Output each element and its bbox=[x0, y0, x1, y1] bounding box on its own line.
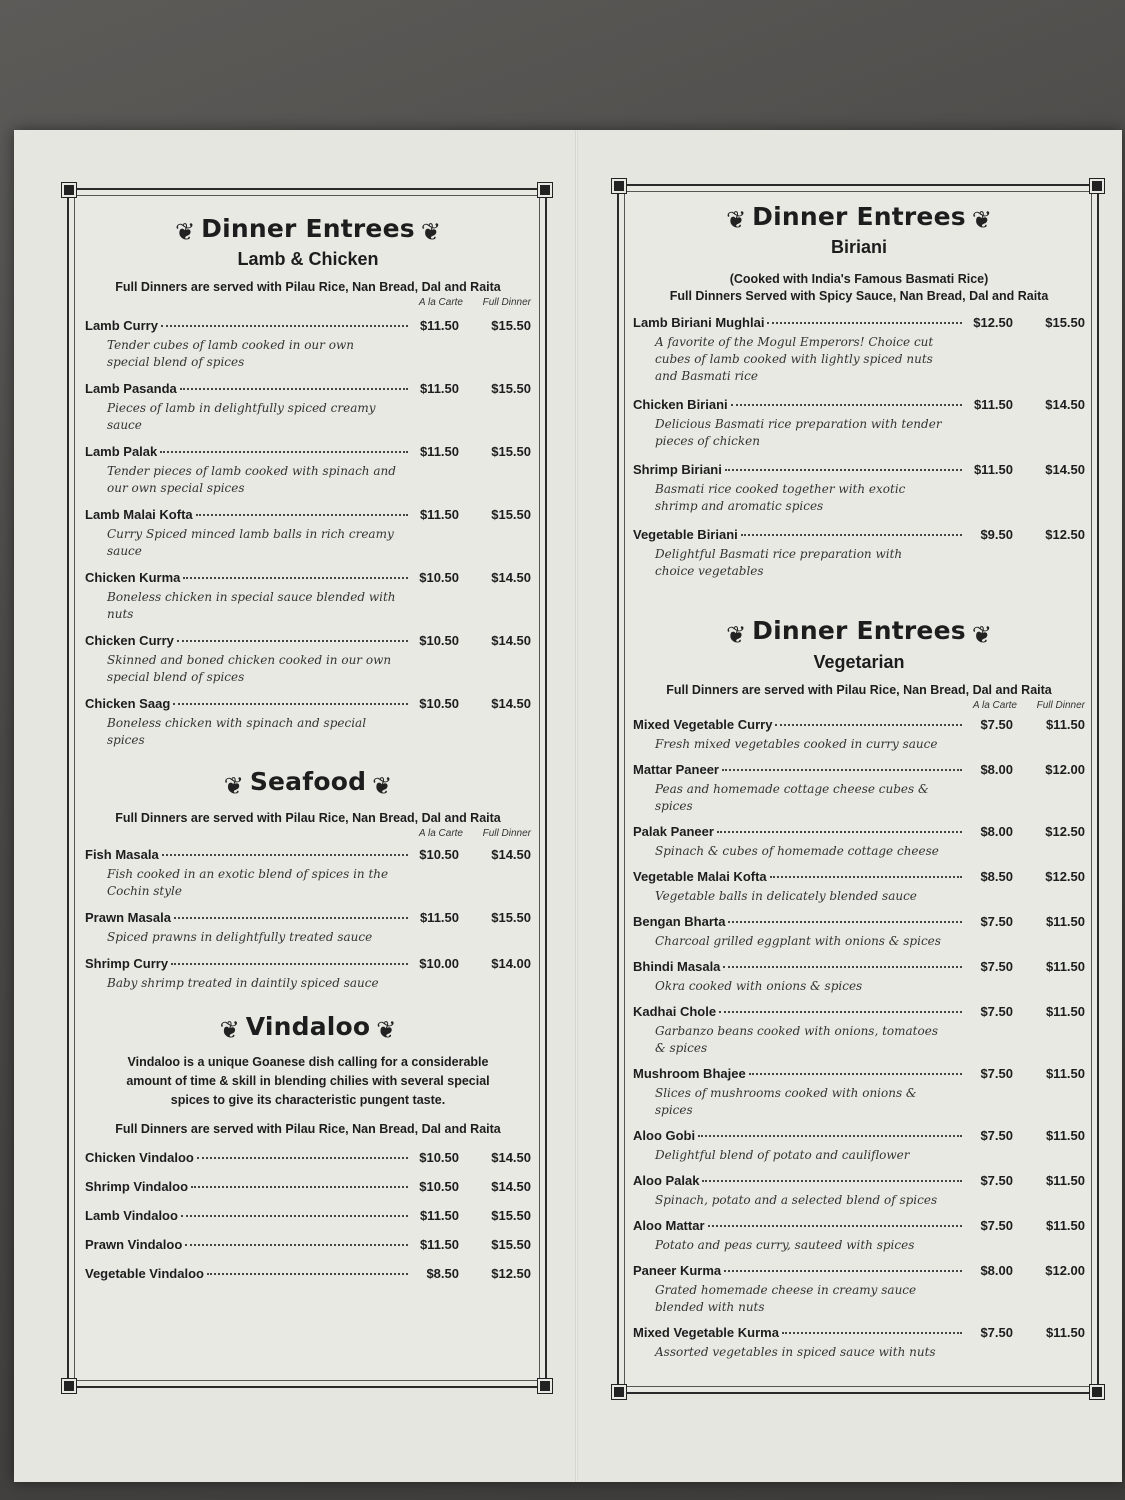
menu-item-description: A favorite of the Mogul Emperors! Choice cut cubes of lamb cooked with lightly spiced nuts and Basmati rice bbox=[655, 335, 934, 384]
menu-item bbox=[633, 1128, 1085, 1164]
corner-square-icon bbox=[1090, 179, 1104, 193]
menu-item bbox=[633, 762, 1085, 815]
dot-leader bbox=[181, 1215, 408, 1217]
a-la-carte-price: $10.50 bbox=[419, 633, 459, 649]
serving-note: Full Dinners Served with Spicy Sauce, Nan Bread, Dal and Raita bbox=[669, 289, 1049, 304]
menu-item-description: Delightful Basmati rice preparation with choice vegetables bbox=[655, 547, 903, 579]
dot-leader bbox=[767, 322, 962, 324]
full-dinner-price: $11.50 bbox=[1045, 1127, 1085, 1143]
menu-item-description: Potato and peas curry, sauteed with spices bbox=[655, 1237, 915, 1252]
menu-item-name: Chicken Kurma bbox=[85, 570, 181, 586]
menu-fold bbox=[575, 130, 578, 1482]
menu-item bbox=[633, 1263, 1085, 1316]
full-dinner-price: $15.50 bbox=[491, 1236, 531, 1252]
a-la-carte-price: $8.50 bbox=[980, 868, 1013, 884]
dot-leader bbox=[174, 917, 408, 919]
dot-leader bbox=[770, 876, 962, 878]
menu-item-name: Aloo Gobi bbox=[633, 1127, 696, 1143]
menu-item bbox=[633, 1173, 1085, 1209]
a-la-carte-price: $11.50 bbox=[419, 318, 459, 334]
section-title: Vindaloo bbox=[245, 1011, 371, 1041]
rice-note: (Cooked with India's Famous Basmati Rice) bbox=[729, 272, 989, 287]
a-la-carte-price: $11.50 bbox=[419, 1207, 459, 1223]
menu-item-name: Shrimp Biriani bbox=[633, 462, 722, 478]
menu-item-description: Curry Spiced minced lamb balls in rich creamy sauce bbox=[107, 527, 394, 559]
full-dinner-header: Full Dinner bbox=[482, 827, 531, 839]
a-la-carte-price: $8.00 bbox=[980, 823, 1013, 839]
full-dinner-price: $15.50 bbox=[491, 507, 531, 523]
menu-item-description: Okra cooked with onions & spices bbox=[655, 978, 863, 993]
leaf-sprig-icon: ❦ bbox=[376, 1016, 397, 1044]
menu-item-row bbox=[633, 1263, 1085, 1278]
dot-leader bbox=[717, 831, 962, 833]
menu-item-row bbox=[85, 570, 531, 585]
a-la-carte-price: $7.50 bbox=[980, 1065, 1013, 1081]
leaf-sprig-icon: ❦ bbox=[726, 621, 747, 649]
menu-item-name: Bhindi Masala bbox=[633, 958, 721, 974]
menu-item-row bbox=[85, 1266, 531, 1281]
menu-item-row bbox=[633, 959, 1085, 974]
dot-leader bbox=[161, 325, 408, 327]
menu-item-description: Spinach, potato and a selected blend of spices bbox=[655, 1192, 938, 1207]
menu-item-name: Aloo Palak bbox=[633, 1172, 700, 1188]
dot-leader bbox=[724, 1270, 962, 1272]
dot-leader bbox=[728, 921, 962, 923]
full-dinner-price: $14.50 bbox=[491, 1149, 531, 1165]
menu-item-row bbox=[85, 1179, 531, 1194]
dot-leader bbox=[196, 514, 408, 516]
leaf-sprig-icon: ❦ bbox=[223, 772, 244, 800]
a-la-carte-price: $7.50 bbox=[980, 1217, 1013, 1233]
menu-item-row bbox=[85, 956, 531, 971]
full-dinner-price: $12.50 bbox=[1045, 527, 1085, 543]
menu-item-row bbox=[633, 1066, 1085, 1081]
right-panel bbox=[617, 184, 1099, 1394]
menu-item-name: Chicken Vindaloo bbox=[85, 1149, 194, 1165]
menu-item bbox=[85, 910, 531, 946]
menu-item bbox=[633, 462, 1085, 515]
menu-item-row bbox=[85, 847, 531, 862]
menu-item-description: Grated homemade cheese in creamy sauce blended with nuts bbox=[655, 1282, 917, 1314]
leaf-sprig-icon: ❦ bbox=[219, 1016, 240, 1044]
menu-item-description: Vegetable balls in delicately blended sauce bbox=[655, 888, 917, 903]
menu-item-name: Kadhai Chole bbox=[633, 1003, 717, 1019]
menu-item-row bbox=[85, 1208, 531, 1223]
leaf-sprig-icon: ❦ bbox=[175, 219, 196, 247]
leaf-sprig-icon: ❦ bbox=[420, 219, 441, 247]
a-la-carte-price: $7.50 bbox=[980, 1172, 1013, 1188]
menu-item-description: Spinach & cubes of homemade cottage cheese bbox=[655, 843, 939, 858]
a-la-carte-price: $7.50 bbox=[980, 913, 1013, 929]
menu-item-name: Shrimp Vindaloo bbox=[85, 1178, 189, 1194]
full-dinner-price: $11.50 bbox=[1045, 716, 1085, 732]
menu-item-name: Mixed Vegetable Kurma bbox=[633, 1324, 779, 1340]
full-dinner-price: $14.50 bbox=[491, 1178, 531, 1194]
price-column-headers bbox=[85, 297, 531, 308]
menu-item bbox=[85, 633, 531, 686]
a-la-carte-header: A la Carte bbox=[972, 699, 1017, 711]
leaf-sprig-icon: ❦ bbox=[971, 207, 992, 235]
menu-item-row bbox=[633, 1004, 1085, 1019]
a-la-carte-price: $10.50 bbox=[419, 846, 459, 862]
menu-item bbox=[633, 1066, 1085, 1119]
full-dinner-price: $11.50 bbox=[1045, 1217, 1085, 1233]
menu-item-row bbox=[85, 444, 531, 459]
dot-leader bbox=[782, 1332, 962, 1334]
a-la-carte-price: $10.00 bbox=[419, 955, 459, 971]
menu-item-row bbox=[633, 717, 1085, 732]
menu-item bbox=[85, 570, 531, 623]
a-la-carte-header: A la Carte bbox=[418, 827, 463, 839]
menu-item-name: Prawn Vindaloo bbox=[85, 1236, 183, 1252]
menu-item bbox=[633, 527, 1085, 580]
full-dinner-price: $11.50 bbox=[1045, 1172, 1085, 1188]
menu-item-description: Assorted vegetables in spiced sauce with nuts bbox=[655, 1344, 936, 1359]
full-dinner-price: $15.50 bbox=[491, 909, 531, 925]
menu-item-row bbox=[633, 1128, 1085, 1143]
menu-item-description: Garbanzo beans cooked with onions, tomatoes & spices bbox=[655, 1023, 938, 1055]
dot-leader bbox=[725, 469, 962, 471]
biriani-list bbox=[633, 315, 1085, 580]
menu-item-description: Baby shrimp treated in daintily spiced sauce bbox=[107, 975, 379, 990]
full-dinner-price: $15.50 bbox=[491, 444, 531, 460]
dot-leader bbox=[173, 703, 408, 705]
a-la-carte-price: $8.00 bbox=[980, 761, 1013, 777]
menu-item-name: Fish Masala bbox=[85, 846, 159, 862]
left-content bbox=[85, 214, 531, 1281]
menu-item-name: Vegetable Vindaloo bbox=[85, 1265, 204, 1281]
section-subtitle: Lamb & Chicken bbox=[237, 249, 379, 270]
menu-item-row bbox=[85, 633, 531, 648]
full-dinner-price: $14.50 bbox=[1045, 462, 1085, 478]
menu-item-name: Vegetable Biriani bbox=[633, 527, 738, 543]
section-subtitle: Biriani bbox=[830, 237, 887, 258]
full-dinner-price: $12.00 bbox=[1045, 761, 1085, 777]
menu-item bbox=[85, 1266, 531, 1281]
menu-item-row bbox=[85, 507, 531, 522]
dot-leader bbox=[185, 1244, 408, 1246]
menu-item-description: Delightful blend of potato and cauliflower bbox=[655, 1147, 910, 1162]
price-column-headers bbox=[85, 828, 531, 839]
a-la-carte-price: $10.50 bbox=[419, 1178, 459, 1194]
menu-item-name: Lamb Biriani Mughlai bbox=[633, 315, 765, 331]
a-la-carte-price: $8.50 bbox=[426, 1265, 459, 1281]
seafood-header bbox=[85, 767, 531, 800]
a-la-carte-price: $11.50 bbox=[973, 397, 1013, 413]
full-dinner-price: $11.50 bbox=[1045, 1003, 1085, 1019]
menu-item-description: Spiced prawns in delightfully treated sauce bbox=[107, 929, 373, 944]
dot-leader bbox=[702, 1180, 962, 1182]
dot-leader bbox=[160, 451, 408, 453]
serving-note: Full Dinners are served with Pilau Rice, Nan Bread, Dal and Raita bbox=[115, 1121, 501, 1136]
menu-item bbox=[633, 397, 1085, 450]
leaf-sprig-icon: ❦ bbox=[971, 621, 992, 649]
corner-square-icon bbox=[62, 183, 76, 197]
menu-item-row bbox=[633, 1218, 1085, 1233]
menu-item-description: Delicious Basmati rice preparation with tender pieces of chicken bbox=[655, 417, 942, 449]
menu-item-row bbox=[633, 762, 1085, 777]
menu-item-description: Boneless chicken with spinach and special spices bbox=[107, 716, 367, 748]
menu-item-name: Palak Paneer bbox=[633, 823, 714, 839]
full-dinner-price: $14.00 bbox=[491, 955, 531, 971]
a-la-carte-price: $7.50 bbox=[980, 958, 1013, 974]
corner-square-icon bbox=[1090, 1385, 1104, 1399]
vindaloo-description: Vindaloo is a unique Goanese dish calling for a considerable amount of time & skill in blending chilies with several special spices to give its characteristic pungent taste. bbox=[126, 1054, 490, 1107]
menu-item bbox=[633, 869, 1085, 905]
corner-square-icon bbox=[538, 183, 552, 197]
dot-leader bbox=[741, 534, 962, 536]
a-la-carte-price: $11.50 bbox=[973, 462, 1013, 478]
full-dinner-price: $11.50 bbox=[1045, 958, 1085, 974]
vindaloo-list bbox=[85, 1150, 531, 1281]
section-title: Dinner Entrees bbox=[752, 202, 966, 231]
price-column-headers bbox=[633, 700, 1085, 711]
full-dinner-price: $14.50 bbox=[491, 633, 531, 649]
section-title: Dinner Entrees bbox=[752, 616, 966, 646]
dot-leader bbox=[197, 1157, 408, 1159]
menu-item bbox=[85, 696, 531, 749]
a-la-carte-price: $11.50 bbox=[419, 1236, 459, 1252]
menu-item bbox=[633, 1325, 1085, 1361]
a-la-carte-price: $9.50 bbox=[980, 527, 1013, 543]
a-la-carte-price: $7.50 bbox=[980, 716, 1013, 732]
full-dinner-price: $11.50 bbox=[1045, 1065, 1085, 1081]
menu-item bbox=[85, 1150, 531, 1165]
menu-item-row bbox=[633, 869, 1085, 884]
menu-item-row bbox=[85, 1237, 531, 1252]
menu-item bbox=[633, 1004, 1085, 1057]
menu-item-name: Chicken Saag bbox=[85, 696, 171, 712]
menu-item-row bbox=[85, 1150, 531, 1165]
menu-item-row bbox=[633, 315, 1085, 330]
menu-item bbox=[85, 1237, 531, 1252]
menu-item bbox=[85, 847, 531, 900]
serving-note: Full Dinners are served with Pilau Rice, Nan Bread, Dal and Raita bbox=[115, 280, 501, 295]
left-panel bbox=[67, 188, 547, 1388]
menu-item-name: Mattar Paneer bbox=[633, 761, 719, 777]
a-la-carte-price: $11.50 bbox=[419, 381, 459, 397]
menu-item-row bbox=[633, 824, 1085, 839]
corner-square-icon bbox=[62, 1379, 76, 1393]
full-dinner-price: $14.50 bbox=[491, 846, 531, 862]
full-dinner-price: $12.00 bbox=[1045, 1262, 1085, 1278]
dot-leader bbox=[177, 640, 408, 642]
menu-item bbox=[633, 1218, 1085, 1254]
right-content bbox=[633, 202, 1085, 1361]
corner-square-icon bbox=[612, 179, 626, 193]
a-la-carte-price: $10.50 bbox=[419, 1149, 459, 1165]
dot-leader bbox=[749, 1073, 962, 1075]
a-la-carte-price: $7.50 bbox=[980, 1127, 1013, 1143]
menu-item-name: Shrimp Curry bbox=[85, 955, 169, 971]
menu-item-description: Tender cubes of lamb cooked in our own special blend of spices bbox=[107, 338, 354, 370]
full-dinner-header: Full Dinner bbox=[482, 297, 531, 309]
dot-leader bbox=[708, 1225, 963, 1227]
full-dinner-price: $11.50 bbox=[1045, 1324, 1085, 1340]
a-la-carte-price: $11.50 bbox=[419, 444, 459, 460]
a-la-carte-price: $12.50 bbox=[973, 315, 1013, 331]
a-la-carte-price: $10.50 bbox=[419, 570, 459, 586]
vindaloo-header bbox=[85, 1012, 531, 1045]
menu-item bbox=[633, 824, 1085, 860]
menu-item-name: Bengan Bharta bbox=[633, 913, 726, 929]
menu-item bbox=[85, 1179, 531, 1194]
dot-leader bbox=[775, 724, 962, 726]
leaf-sprig-icon: ❦ bbox=[372, 772, 393, 800]
a-la-carte-price: $8.00 bbox=[980, 1262, 1013, 1278]
menu-item bbox=[85, 956, 531, 992]
dot-leader bbox=[207, 1273, 408, 1275]
full-dinner-price: $14.50 bbox=[491, 570, 531, 586]
menu-item-name: Chicken Biriani bbox=[633, 397, 728, 413]
menu-item-name: Lamb Palak bbox=[85, 444, 158, 460]
dot-leader bbox=[719, 1011, 962, 1013]
menu-item-name: Lamb Vindaloo bbox=[85, 1207, 178, 1223]
menu-item-description: Pieces of lamb in delightfully spiced creamy sauce bbox=[107, 401, 376, 433]
menu-item-name: Lamb Pasanda bbox=[85, 381, 177, 397]
a-la-carte-price: $7.50 bbox=[980, 1324, 1013, 1340]
serving-note: Full Dinners are served with Pilau Rice, Nan Bread, Dal and Raita bbox=[666, 682, 1052, 697]
full-dinner-price: $12.50 bbox=[491, 1265, 531, 1281]
menu-item bbox=[85, 1208, 531, 1223]
menu-item-row bbox=[85, 318, 531, 333]
leaf-sprig-icon: ❦ bbox=[726, 207, 747, 235]
full-dinner-price: $11.50 bbox=[1045, 913, 1085, 929]
vegetarian-header bbox=[633, 616, 1085, 672]
menu-item-row bbox=[633, 397, 1085, 412]
menu-item bbox=[85, 507, 531, 560]
menu-item-description: Boneless chicken in special sauce blended with nuts bbox=[107, 590, 396, 622]
dot-leader bbox=[731, 404, 962, 406]
full-dinner-price: $14.50 bbox=[1045, 397, 1085, 413]
menu-item-row bbox=[633, 527, 1085, 542]
full-dinner-price: $15.50 bbox=[491, 381, 531, 397]
menu-item-name: Paneer Kurma bbox=[633, 1262, 722, 1278]
menu-item-row bbox=[633, 914, 1085, 929]
dot-leader bbox=[722, 769, 962, 771]
menu-item-name: Vegetable Malai Kofta bbox=[633, 868, 767, 884]
serving-note: Full Dinners are served with Pilau Rice, Nan Bread, Dal and Raita bbox=[115, 810, 501, 825]
full-dinner-header: Full Dinner bbox=[1036, 699, 1085, 711]
dot-leader bbox=[162, 854, 408, 856]
menu-item-name: Chicken Curry bbox=[85, 633, 174, 649]
menu-item bbox=[633, 315, 1085, 385]
dot-leader bbox=[698, 1135, 962, 1137]
full-dinner-price: $15.50 bbox=[491, 1207, 531, 1223]
biriani-header bbox=[633, 202, 1085, 258]
dot-leader bbox=[723, 966, 962, 968]
menu-item-name: Mushroom Bhajee bbox=[633, 1065, 746, 1081]
menu-item-name: Lamb Malai Kofta bbox=[85, 507, 193, 523]
menu-item-row bbox=[633, 462, 1085, 477]
menu-item bbox=[85, 444, 531, 497]
full-dinner-price: $12.50 bbox=[1045, 868, 1085, 884]
a-la-carte-price: $10.50 bbox=[419, 696, 459, 712]
menu-item-name: Prawn Masala bbox=[85, 909, 171, 925]
section-title: Seafood bbox=[249, 767, 367, 797]
menu-item bbox=[633, 717, 1085, 753]
menu-item-row bbox=[633, 1325, 1085, 1340]
menu-item-description: Peas and homemade cottage cheese cubes & spices bbox=[655, 781, 929, 813]
full-dinner-price: $14.50 bbox=[491, 696, 531, 712]
dot-leader bbox=[180, 388, 408, 390]
menu-item-row bbox=[85, 381, 531, 396]
a-la-carte-price: $11.50 bbox=[419, 507, 459, 523]
a-la-carte-header: A la Carte bbox=[418, 297, 463, 309]
dot-leader bbox=[183, 577, 408, 579]
section-subtitle: Vegetarian bbox=[813, 651, 905, 672]
menu-item bbox=[85, 318, 531, 371]
dot-leader bbox=[171, 963, 408, 965]
menu-item-name: Lamb Curry bbox=[85, 318, 158, 334]
menu-item-description: Charcoal grilled eggplant with onions & spices bbox=[655, 933, 941, 948]
a-la-carte-price: $7.50 bbox=[980, 1003, 1013, 1019]
full-dinner-price: $15.50 bbox=[1045, 315, 1085, 331]
menu-item-name: Aloo Mattar bbox=[633, 1217, 705, 1233]
menu-item-description: Basmati rice cooked together with exotic shrimp and aromatic spices bbox=[655, 482, 906, 514]
menu-item-name: Mixed Vegetable Curry bbox=[633, 716, 773, 732]
corner-square-icon bbox=[538, 1379, 552, 1393]
menu-item bbox=[85, 381, 531, 434]
dot-leader bbox=[191, 1186, 408, 1188]
full-dinner-price: $15.50 bbox=[491, 318, 531, 334]
seafood-list bbox=[85, 847, 531, 992]
menu-item-row bbox=[85, 696, 531, 711]
section-title: Dinner Entrees bbox=[201, 214, 415, 243]
lamb-chicken-header bbox=[85, 214, 531, 270]
menu-item-description: Skinned and boned chicken cooked in our own special blend of spices bbox=[107, 653, 392, 685]
menu-item bbox=[633, 914, 1085, 950]
full-dinner-price: $12.50 bbox=[1045, 823, 1085, 839]
menu-item-row bbox=[85, 910, 531, 925]
menu-item bbox=[633, 959, 1085, 995]
a-la-carte-price: $11.50 bbox=[419, 909, 459, 925]
menu-item-description: Tender pieces of lamb cooked with spinach and our own special spices bbox=[107, 464, 396, 496]
vegetarian-list bbox=[633, 717, 1085, 1361]
menu-item-row bbox=[633, 1173, 1085, 1188]
corner-square-icon bbox=[612, 1385, 626, 1399]
menu-item-description: Fish cooked in an exotic blend of spices in the Cochin style bbox=[107, 866, 389, 898]
menu-item-description: Fresh mixed vegetables cooked in curry sauce bbox=[655, 736, 938, 751]
lamb-chicken-list bbox=[85, 318, 531, 749]
menu-item-description: Slices of mushrooms cooked with onions & spices bbox=[655, 1085, 917, 1117]
